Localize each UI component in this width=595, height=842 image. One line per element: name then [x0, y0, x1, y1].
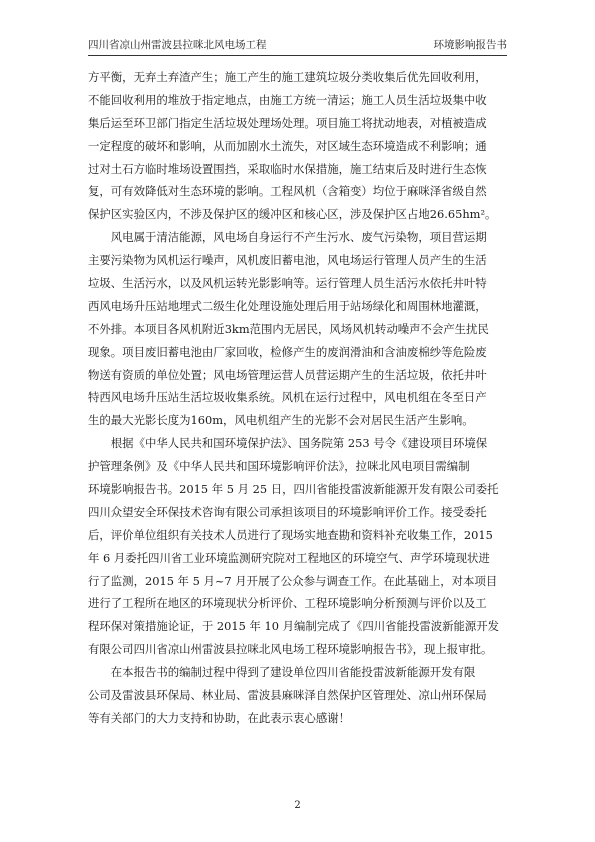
text-line: 风电属于清洁能源，风电场自身运行不产生污水、废气污染物，项目营运期: [88, 230, 487, 245]
text-line: 复，可有效降低对生态环境的影响。工程风机（含箱变）均位于麻咪泽省级自然: [88, 184, 487, 199]
text-line: 西风电场升压站地埋式二级生化处理设施处理后用于站场绿化和周围林地灌溉，: [88, 298, 487, 313]
text-line: 现象。项目废旧蓄电池由厂家回收，检修产生的废润滑油和含油废棉纱等危险废: [88, 344, 487, 359]
text-line: 不外排。本项目各风机附近3km范围内无居民，风场风机转动噪声不会产生扰民: [88, 321, 489, 336]
text-line: 生的最大光影长度为160m，风电机组产生的光影不会对居民生活产生影响。: [88, 413, 474, 428]
header-document-type: 环境影响报告书: [433, 39, 507, 51]
page-header: [88, 38, 507, 58]
text-line: 护管理条例》及《中华人民共和国环境影响评价法》，拉咪北风电项目需编制: [88, 459, 470, 474]
text-line: 方平衡，无弃土弃渣产生；施工产生的施工建筑垃圾分类收集后优先回收利用，: [88, 70, 487, 84]
text-line: 程环保对策措施论证，于 2015 年 10 月编制完成了《四川省能投雷波新能源开发: [88, 619, 500, 634]
text-line: 公司及雷波县环保局、林业局、雷波县麻咪泽自然保护区管理处、凉山州环保局: [88, 688, 487, 703]
text-line: 物送有资质的单位处置；风电场管理运营人员营运期产生的生活垃圾，依托井叶: [88, 367, 487, 382]
text-line: 等有关部门的大力支持和协助，在此表示衷心感谢！: [88, 710, 350, 725]
text-line: 环境影响报告书。2015 年 5 月 25 日，四川省能投雷波新能源开发有限公司委托: [88, 482, 499, 497]
text-line: 一定程度的破坏和影响，从而加剧水土流失，对区域生态环境造成不利影响；通: [88, 138, 487, 153]
text-line: 过对土石方临时堆场设置围挡，采取临时水保措施，施工结束后及时进行生态恢: [88, 161, 487, 176]
text-line: 根据《中华人民共和国环境保护法》、国务院第 253 号令《建设项目环境保: [88, 436, 488, 451]
text-line: 特西风电场升压站生活垃圾收集系统。风机在运行过程中，风电机组在冬至日产: [88, 390, 487, 405]
text-line: 后，评价单位组织有关技术人员进行了现场实地查勘和资料补充收集工作，2015: [88, 527, 493, 542]
header-rule: [88, 55, 507, 56]
text-line: 在本报告书的编制过程中得到了建设单位四川省能投雷波新能源开发有限: [88, 665, 476, 680]
text-line: 年 6 月委托四川省工业环境监测研究院对工程地区的环境空气、声学环境现状进: [88, 550, 490, 565]
text-line: 主要污染物为风机运行噪声，风机废旧蓄电池，风电场运行管理人员产生的生活: [88, 253, 487, 268]
body-text: [88, 66, 506, 730]
text-line: 垃圾、生活污水，以及风机运转光影影响等。运行管理人员生活污水依托井叶特: [88, 276, 487, 291]
text-line: 进行了工程所在地区的环境现状分析评价、工程环境影响分析预测与评价以及工: [88, 596, 487, 611]
text-line: 不能回收利用的堆放于指定地点，由施工方统一清运；施工人员生活垃圾集中收: [88, 92, 487, 107]
text-line: 有限公司四川省凉山州雷波县拉咪北风电场工程环境影响报告书》，现上报审批。: [88, 642, 493, 657]
text-line: 行了监测，2015 年 5 月~7 月开展了公众参与调查工作。在此基础上，对本项目: [88, 573, 498, 588]
text-line: 四川众望安全环保技术咨询有限公司承担该项目的环境影响评价工作。接受委托: [88, 504, 487, 519]
header-project-title: 四川省凉山州雷波县拉咪北风电场工程: [88, 39, 267, 51]
text-line: 保护区实验区内，不涉及保护区的缓冲区和核心区，涉及保护区占地26.65hm²。: [88, 207, 497, 222]
page-number: 2: [294, 800, 301, 811]
text-line: 集后运至环卫部门指定生活垃圾处理场处理。项目施工将扰动地表，对植被造成: [88, 115, 487, 130]
